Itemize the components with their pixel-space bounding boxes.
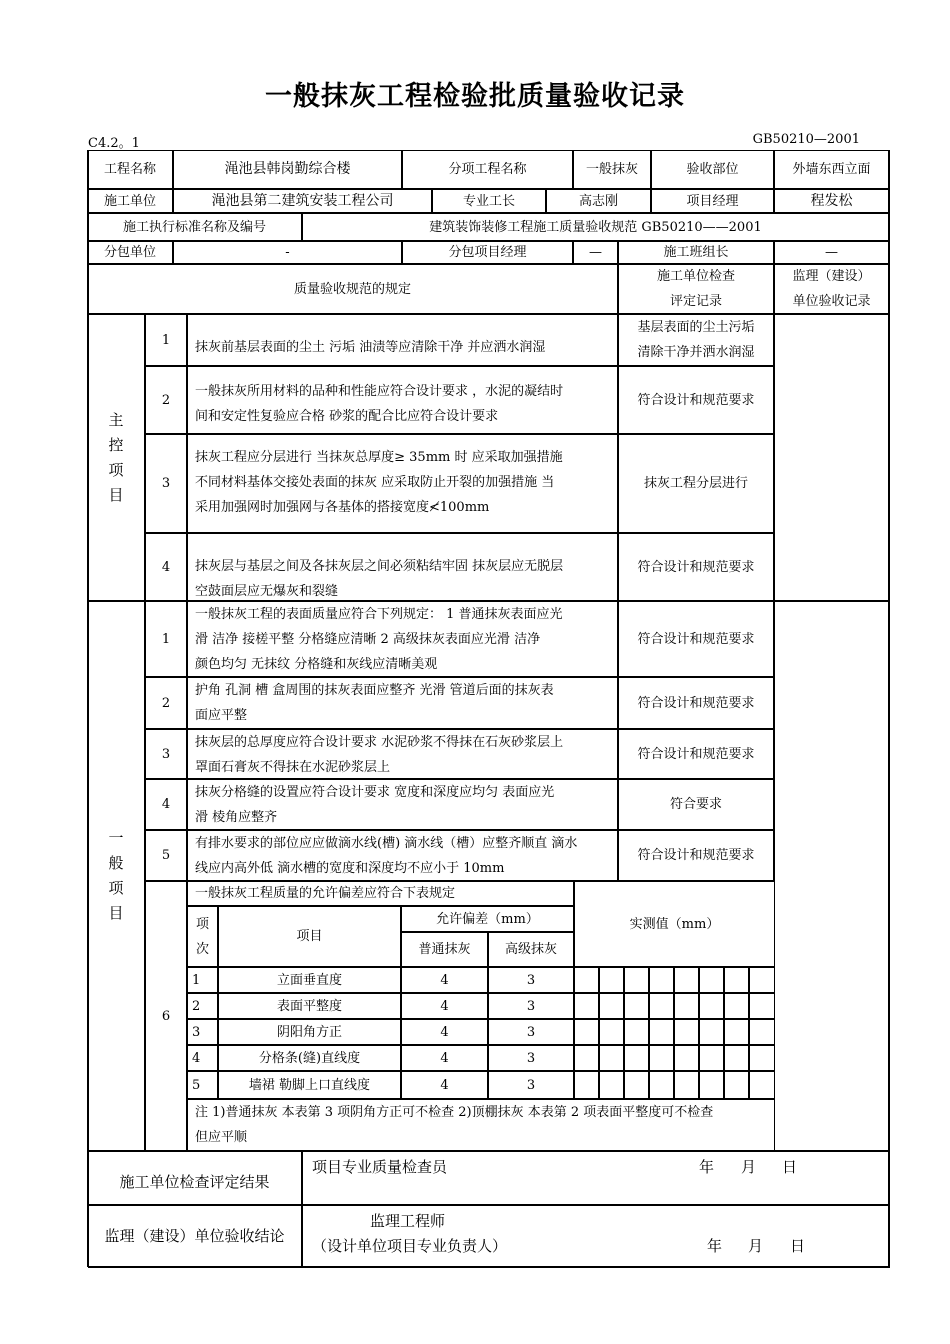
text-line: 线应内高外低 滴水槽的宽度和深度均不应小于 10mm: [195, 861, 505, 876]
record-line: 基层表面的尘土污垢: [637, 320, 755, 335]
general-item-record: 符合设计和规范要求: [618, 729, 774, 779]
text-line: 抹灰工程应分层进行 当抹灰总厚度≥ 35mm 时 应采取加强措施: [195, 450, 563, 465]
month-label: 月: [741, 1158, 757, 1176]
measured-value-cell: [599, 1045, 624, 1071]
sub-project-label: 分项工程名称: [402, 150, 573, 189]
general-item-text: [187, 830, 618, 881]
general-item-no: 2: [145, 677, 187, 729]
inspection-part-label: 验收部位: [651, 150, 774, 189]
main-label-char: 主: [108, 410, 124, 429]
check-result-label: 施工单位检查评定结果: [87, 1151, 302, 1205]
general-item-record: 符合设计和规范要求: [618, 677, 774, 729]
measured-value-cell: [599, 967, 624, 993]
text-line: 抹灰分格缝的设置应符合设计要求 宽度和深度应均匀 表面应光: [195, 785, 555, 800]
main-item-no: 3: [145, 434, 187, 533]
high-header: 高级抹灰: [488, 932, 574, 967]
note-line: 但应平顺: [195, 1130, 248, 1145]
inspection-part-value: 外墙东西立面: [774, 150, 889, 189]
foreman-label: 专业工长: [432, 189, 546, 213]
measured-value-cell: [674, 1019, 699, 1045]
measured-value-cell: [699, 1071, 724, 1099]
foreman-value: 高志刚: [546, 189, 651, 213]
text-line: 抹灰层的总厚度应符合设计要求 水泥砂浆不得抹在石灰砂浆层上: [195, 735, 564, 750]
measured-value-cell: [749, 1071, 775, 1099]
deviation-normal-value: 4: [401, 1019, 488, 1045]
deviation-seq: 1: [187, 967, 218, 993]
project-name-label: 工程名称: [87, 150, 173, 189]
text-line: 滑 棱角应整齐: [195, 810, 278, 825]
supervisor-result-label: 监理（建设）单位验收结论: [87, 1205, 302, 1267]
check-header-line2: 评定记录: [669, 294, 722, 309]
main-label-char: 目: [108, 485, 124, 504]
general-item-record: 符合设计和规范要求: [618, 601, 774, 677]
subcontractor-label: 分包单位: [87, 241, 173, 264]
standard-label: 施工执行标准名称及编号: [87, 213, 302, 241]
deviation-header: 允许偏差（mm）: [401, 906, 574, 932]
record-line: 清除干净并洒水润湿: [637, 345, 755, 360]
measured-value-cell: [649, 1045, 674, 1071]
measured-value-cell: [624, 1019, 649, 1045]
main-item-no: 1: [145, 314, 187, 366]
general-item-no: 3: [145, 729, 187, 779]
measured-value-cell: [749, 993, 775, 1019]
measured-value-cell: [724, 993, 749, 1019]
text-line: 一般抹灰所用材料的品种和性能应符合设计要求 ，水泥的凝结时: [195, 384, 564, 399]
spec-column-header: 质量验收规范的规定: [87, 264, 618, 314]
measured-header: 实测值（mm）: [574, 881, 775, 967]
deviation-normal-value: 4: [401, 1071, 488, 1099]
deviation-caption: 一般抹灰工程质量的允许偏差应符合下表规定: [187, 881, 574, 906]
main-label-char: 项: [108, 460, 124, 479]
general-item-text: [187, 729, 618, 779]
text-line: 间和安定性复验应合格 砂浆的配合比应符合设计要求: [195, 409, 499, 424]
day-label: 日: [790, 1237, 806, 1255]
inspector-label: 项目专业质量检查员: [312, 1158, 448, 1176]
main-item-no: 4: [145, 533, 187, 601]
normal-header: 普通抹灰: [401, 932, 488, 967]
note-line: 注 1)普通抹灰 本表第 3 项阴角方正可不检查 2)顶棚抹灰 本表第 2 项表面平整度可不检查: [195, 1105, 714, 1120]
engineer-label: 监理工程师: [370, 1212, 446, 1230]
text-line: 空鼓面层应无爆灰和裂缝: [195, 584, 339, 599]
measured-value-cell: [699, 1045, 724, 1071]
measured-value-cell: [574, 1019, 599, 1045]
general-supervisor-record: [774, 601, 889, 1151]
general-label-char: 般: [108, 854, 124, 872]
measured-value-cell: [724, 967, 749, 993]
subcontractor-value: -: [173, 241, 402, 264]
item-header: 项目: [218, 906, 401, 967]
main-supervisor-record: [774, 314, 889, 601]
sub-pm-label: 分包项目经理: [402, 241, 573, 264]
text-line: 不同材料基体交接处表面的抹灰 应采取防止开裂的加强措施 当: [195, 475, 555, 490]
text-line: 采用加强网时加强网与各基体的搭接宽度≮100mm: [195, 500, 490, 515]
measured-value-cell: [724, 1019, 749, 1045]
measured-value-cell: [649, 967, 674, 993]
deviation-item-name: 阴阳角方正: [218, 1019, 401, 1045]
measured-value-cell: [749, 1045, 775, 1071]
text-line: 罩面石膏灰不得抹在水泥砂浆层上: [195, 760, 391, 775]
text-line: 滑 洁净 接槎平整 分格缝应清晰 2 高级抹灰表面应光滑 洁净: [195, 632, 541, 647]
measured-value-cell: [599, 993, 624, 1019]
measured-value-cell: [624, 1071, 649, 1099]
measured-value-cell: [674, 993, 699, 1019]
measured-value-cell: [649, 993, 674, 1019]
project-name-value: 渑池县韩岗勤综合楼: [173, 150, 402, 189]
deviation-seq: 2: [187, 993, 218, 1019]
year-label: 年: [699, 1158, 715, 1176]
measured-value-cell: [574, 1071, 599, 1099]
month-label: 月: [748, 1237, 764, 1255]
sup-header-line1: 监理（建设）: [792, 269, 871, 284]
standard-code: GB50210—2001: [752, 132, 860, 147]
deviation-seq: 5: [187, 1071, 218, 1099]
text-line: 面应平整: [195, 708, 248, 723]
deviation-seq: 3: [187, 1019, 218, 1045]
measured-value-cell: [699, 993, 724, 1019]
measured-value-cell: [574, 967, 599, 993]
measured-value-cell: [574, 1045, 599, 1071]
main-item-text: [187, 434, 618, 533]
main-label-char: 控: [108, 435, 124, 454]
seq-header-char: 次: [195, 941, 209, 957]
general-item-no: 4: [145, 779, 187, 830]
measured-value-cell: [749, 1019, 775, 1045]
measured-value-cell: [599, 1019, 624, 1045]
construction-unit-label: 施工单位: [87, 189, 173, 213]
measured-value-cell: [649, 1071, 674, 1099]
measured-value-cell: [624, 967, 649, 993]
text-line: 护角 孔洞 槽 盒周围的抹灰表面应整齐 光滑 管道后面的抹灰表: [195, 683, 554, 698]
general-items-label: [87, 601, 145, 1151]
general-item-text: [187, 779, 618, 830]
check-column-header: [618, 264, 774, 314]
measured-value-cell: [624, 993, 649, 1019]
deviation-high-value: 3: [488, 993, 574, 1019]
deviation-high-value: 3: [488, 1019, 574, 1045]
project-manager-value: 程发松: [774, 189, 889, 213]
check-header-line1: 施工单位检查: [656, 269, 735, 284]
deviation-note: [187, 1099, 775, 1151]
general-item-text: [187, 601, 618, 677]
form-code: C4.2。1: [88, 136, 140, 151]
sub-pm-value: —: [573, 241, 618, 264]
deviation-high-value: 3: [488, 1071, 574, 1099]
year-label: 年: [707, 1237, 723, 1255]
main-item-text: 抹灰前基层表面的尘土 污垢 油渍等应清除干净 并应洒水润湿: [187, 314, 618, 366]
deviation-normal-value: 4: [401, 1045, 488, 1071]
deviation-high-value: 3: [488, 1045, 574, 1071]
main-item-record: 符合设计和规范要求: [618, 533, 774, 601]
sub-project-value: 一般抹灰: [573, 150, 651, 189]
general-label-char: 目: [108, 904, 124, 922]
general-item-no: 6: [145, 881, 187, 1151]
team-leader-value: —: [774, 241, 889, 264]
measured-value-cell: [724, 1071, 749, 1099]
standard-value: 建筑装饰装修工程施工质量验收规范 GB50210——2001: [302, 213, 889, 241]
measured-value-cell: [699, 1019, 724, 1045]
sup-header-line2: 单位验收记录: [792, 294, 871, 309]
deviation-normal-value: 4: [401, 967, 488, 993]
deviation-item-name: 表面平整度: [218, 993, 401, 1019]
main-item-record: 符合设计和规范要求: [618, 366, 774, 434]
general-item-record: 符合要求: [618, 779, 774, 830]
design-rep-label: （设计单位项目专业负责人）: [312, 1237, 508, 1255]
main-item-text: [187, 366, 618, 434]
measured-value-cell: [599, 1071, 624, 1099]
deviation-item-name: 立面垂直度: [218, 967, 401, 993]
day-label: 日: [782, 1158, 798, 1176]
main-items-label: [87, 314, 145, 601]
general-item-no: 1: [145, 601, 187, 677]
main-item-text: [187, 533, 618, 601]
measured-value-cell: [674, 1045, 699, 1071]
measured-value-cell: [749, 967, 775, 993]
deviation-item-name: 分格条(缝)直线度: [218, 1045, 401, 1071]
measured-value-cell: [699, 967, 724, 993]
general-item-no: 5: [145, 830, 187, 881]
general-label-char: 项: [108, 879, 124, 897]
deviation-high-value: 3: [488, 967, 574, 993]
text-line: 抹灰层与基层之间及各抹灰层之间必须粘结牢固 抹灰层应无脱层: [195, 559, 564, 574]
general-label-char: 一: [108, 829, 124, 847]
main-item-record: [618, 314, 774, 366]
measured-value-cell: [649, 1019, 674, 1045]
measured-value-cell: [624, 1045, 649, 1071]
project-manager-label: 项目经理: [651, 189, 774, 213]
main-item-no: 2: [145, 366, 187, 434]
measured-value-cell: [674, 967, 699, 993]
text-line: 一般抹灰工程的表面质量应符合下列规定： 1 普通抹灰表面应光: [195, 607, 563, 622]
seq-header-char: 项: [195, 916, 209, 932]
page-title: 一般抹灰工程检验批质量验收记录: [265, 81, 685, 112]
text-line: 有排水要求的部位应应做滴水线(槽) 滴水线（槽）应整齐顺直 滴水: [195, 836, 578, 851]
team-leader-label: 施工班组长: [618, 241, 774, 264]
seq-header: [187, 906, 218, 967]
general-item-text: [187, 677, 618, 729]
construction-unit-value: 渑池县第二建筑安装工程公司: [173, 189, 432, 213]
measured-value-cell: [574, 993, 599, 1019]
deviation-seq: 4: [187, 1045, 218, 1071]
deviation-normal-value: 4: [401, 993, 488, 1019]
deviation-item-name: 墙裙 勒脚上口直线度: [218, 1071, 401, 1099]
measured-value-cell: [724, 1045, 749, 1071]
measured-value-cell: [674, 1071, 699, 1099]
text-line: 颜色均匀 无抹纹 分格缝和灰线应清晰美观: [195, 657, 438, 672]
supervisor-column-header: [774, 264, 889, 314]
general-item-record: 符合设计和规范要求: [618, 830, 774, 881]
main-item-record: 抹灰工程分层进行: [618, 434, 774, 533]
